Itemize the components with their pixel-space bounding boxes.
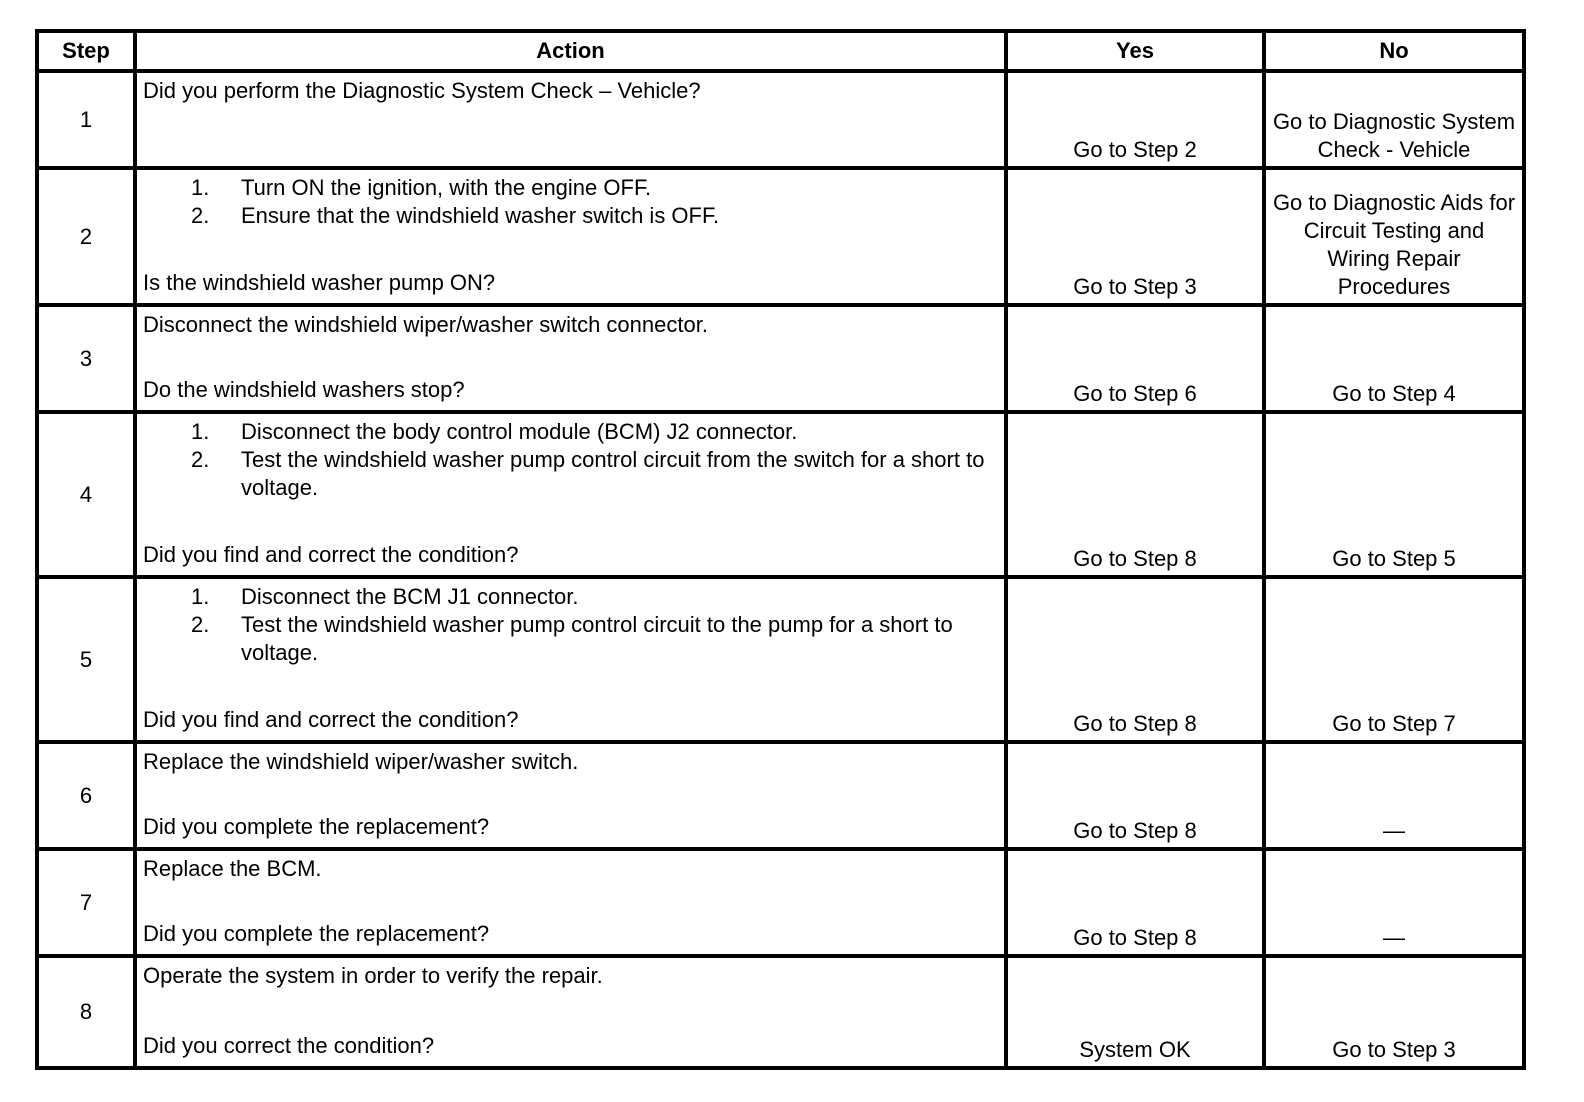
header-step: Step bbox=[37, 31, 135, 71]
action-top bbox=[143, 311, 996, 339]
action-top bbox=[143, 174, 996, 230]
diagnostic-table-container bbox=[35, 29, 1526, 1070]
step-number: 1 bbox=[37, 71, 135, 168]
no-result: Go to Step 7 bbox=[1264, 577, 1524, 742]
header-no: No bbox=[1264, 31, 1524, 71]
action-steps-list bbox=[143, 174, 996, 230]
action-question: Did you complete the replacement? bbox=[143, 814, 490, 839]
action-instruction: Replace the BCM. bbox=[143, 856, 322, 881]
action-top bbox=[143, 855, 996, 883]
action-step-text: Ensure that the windshield washer switch is OFF. bbox=[241, 203, 720, 228]
yes-result: Go to Step 2 bbox=[1006, 71, 1264, 168]
action-content bbox=[143, 311, 996, 404]
yes-result: Go to Step 8 bbox=[1006, 742, 1264, 849]
action-instruction: Operate the system in order to verify the repair. bbox=[143, 963, 603, 988]
action-content bbox=[143, 962, 996, 1060]
yes-result: System OK bbox=[1006, 956, 1264, 1068]
action-question: Did you find and correct the condition? bbox=[143, 707, 519, 732]
action-step-number: 2. bbox=[191, 203, 210, 228]
header-row bbox=[37, 31, 1524, 71]
action-top bbox=[143, 962, 996, 990]
step-number: 7 bbox=[37, 849, 135, 956]
action-top bbox=[143, 748, 996, 776]
table-row bbox=[37, 305, 1524, 412]
table-row bbox=[37, 168, 1524, 305]
diagnostic-table bbox=[35, 29, 1526, 1070]
action-top bbox=[143, 77, 996, 105]
table-row bbox=[37, 71, 1524, 168]
yes-result: Go to Step 8 bbox=[1006, 849, 1264, 956]
action-cell bbox=[135, 71, 1006, 168]
table-row bbox=[37, 577, 1524, 742]
action-top bbox=[143, 583, 996, 667]
step-number: 8 bbox=[37, 956, 135, 1068]
yes-result: Go to Step 3 bbox=[1006, 168, 1264, 305]
action-cell bbox=[135, 577, 1006, 742]
action-step-item bbox=[191, 583, 996, 611]
action-steps-list bbox=[143, 418, 996, 502]
step-number: 3 bbox=[37, 305, 135, 412]
table-body bbox=[37, 71, 1524, 1068]
action-question: Did you complete the replacement? bbox=[143, 921, 490, 946]
no-result: — bbox=[1264, 742, 1524, 849]
action-step-number: 1. bbox=[191, 175, 210, 200]
action-content bbox=[143, 583, 996, 734]
no-result: — bbox=[1264, 849, 1524, 956]
step-number: 6 bbox=[37, 742, 135, 849]
action-top bbox=[143, 418, 996, 502]
action-step-text: Disconnect the body control module (BCM) J2 connector. bbox=[241, 419, 798, 444]
action-question: Did you correct the condition? bbox=[143, 1033, 435, 1058]
table-row bbox=[37, 849, 1524, 956]
action-question: Is the windshield washer pump ON? bbox=[143, 270, 496, 295]
action-steps-list bbox=[143, 583, 996, 667]
action-step-item bbox=[191, 611, 996, 667]
action-step-number: 2. bbox=[191, 612, 210, 637]
table-row bbox=[37, 742, 1524, 849]
yes-result: Go to Step 8 bbox=[1006, 577, 1264, 742]
action-question: Do the windshield washers stop? bbox=[143, 377, 465, 402]
action-step-text: Turn ON the ignition, with the engine OFF. bbox=[241, 175, 652, 200]
header-action: Action bbox=[135, 31, 1006, 71]
action-cell bbox=[135, 168, 1006, 305]
table-row bbox=[37, 956, 1524, 1068]
action-step-item bbox=[191, 446, 996, 502]
yes-result: Go to Step 8 bbox=[1006, 412, 1264, 577]
yes-result: Go to Step 6 bbox=[1006, 305, 1264, 412]
step-number: 5 bbox=[37, 577, 135, 742]
action-step-item bbox=[191, 174, 996, 202]
action-cell bbox=[135, 742, 1006, 849]
action-step-text: Disconnect the BCM J1 connector. bbox=[241, 584, 579, 609]
action-step-number: 2. bbox=[191, 447, 210, 472]
no-result: Go to Diagnostic System Check - Vehicle bbox=[1264, 71, 1524, 168]
action-step-number: 1. bbox=[191, 419, 210, 444]
no-result: Go to Step 4 bbox=[1264, 305, 1524, 412]
action-question: Did you find and correct the condition? bbox=[143, 542, 519, 567]
action-cell bbox=[135, 956, 1006, 1068]
action-step-text: Test the windshield washer pump control circuit from the switch for a short to voltage. bbox=[241, 447, 985, 500]
action-instruction: Disconnect the windshield wiper/washer switch connector. bbox=[143, 312, 708, 337]
action-cell bbox=[135, 412, 1006, 577]
action-instruction: Replace the windshield wiper/washer switch. bbox=[143, 749, 579, 774]
action-step-item bbox=[191, 418, 996, 446]
action-content bbox=[143, 77, 996, 160]
action-step-text: Test the windshield washer pump control circuit to the pump for a short to voltage. bbox=[241, 612, 953, 665]
action-content bbox=[143, 748, 996, 841]
action-content bbox=[143, 174, 996, 297]
action-content bbox=[143, 855, 996, 948]
table-row bbox=[37, 412, 1524, 577]
no-result: Go to Step 5 bbox=[1264, 412, 1524, 577]
step-number: 2 bbox=[37, 168, 135, 305]
action-instruction: Did you perform the Diagnostic System Check – Vehicle? bbox=[143, 78, 701, 103]
action-step-item bbox=[191, 202, 996, 230]
no-result: Go to Step 3 bbox=[1264, 956, 1524, 1068]
action-step-number: 1. bbox=[191, 584, 210, 609]
action-content bbox=[143, 418, 996, 569]
action-cell bbox=[135, 305, 1006, 412]
action-cell bbox=[135, 849, 1006, 956]
no-result: Go to Diagnostic Aids for Circuit Testing and Wiring Repair Procedures bbox=[1264, 168, 1524, 305]
header-yes: Yes bbox=[1006, 31, 1264, 71]
step-number: 4 bbox=[37, 412, 135, 577]
